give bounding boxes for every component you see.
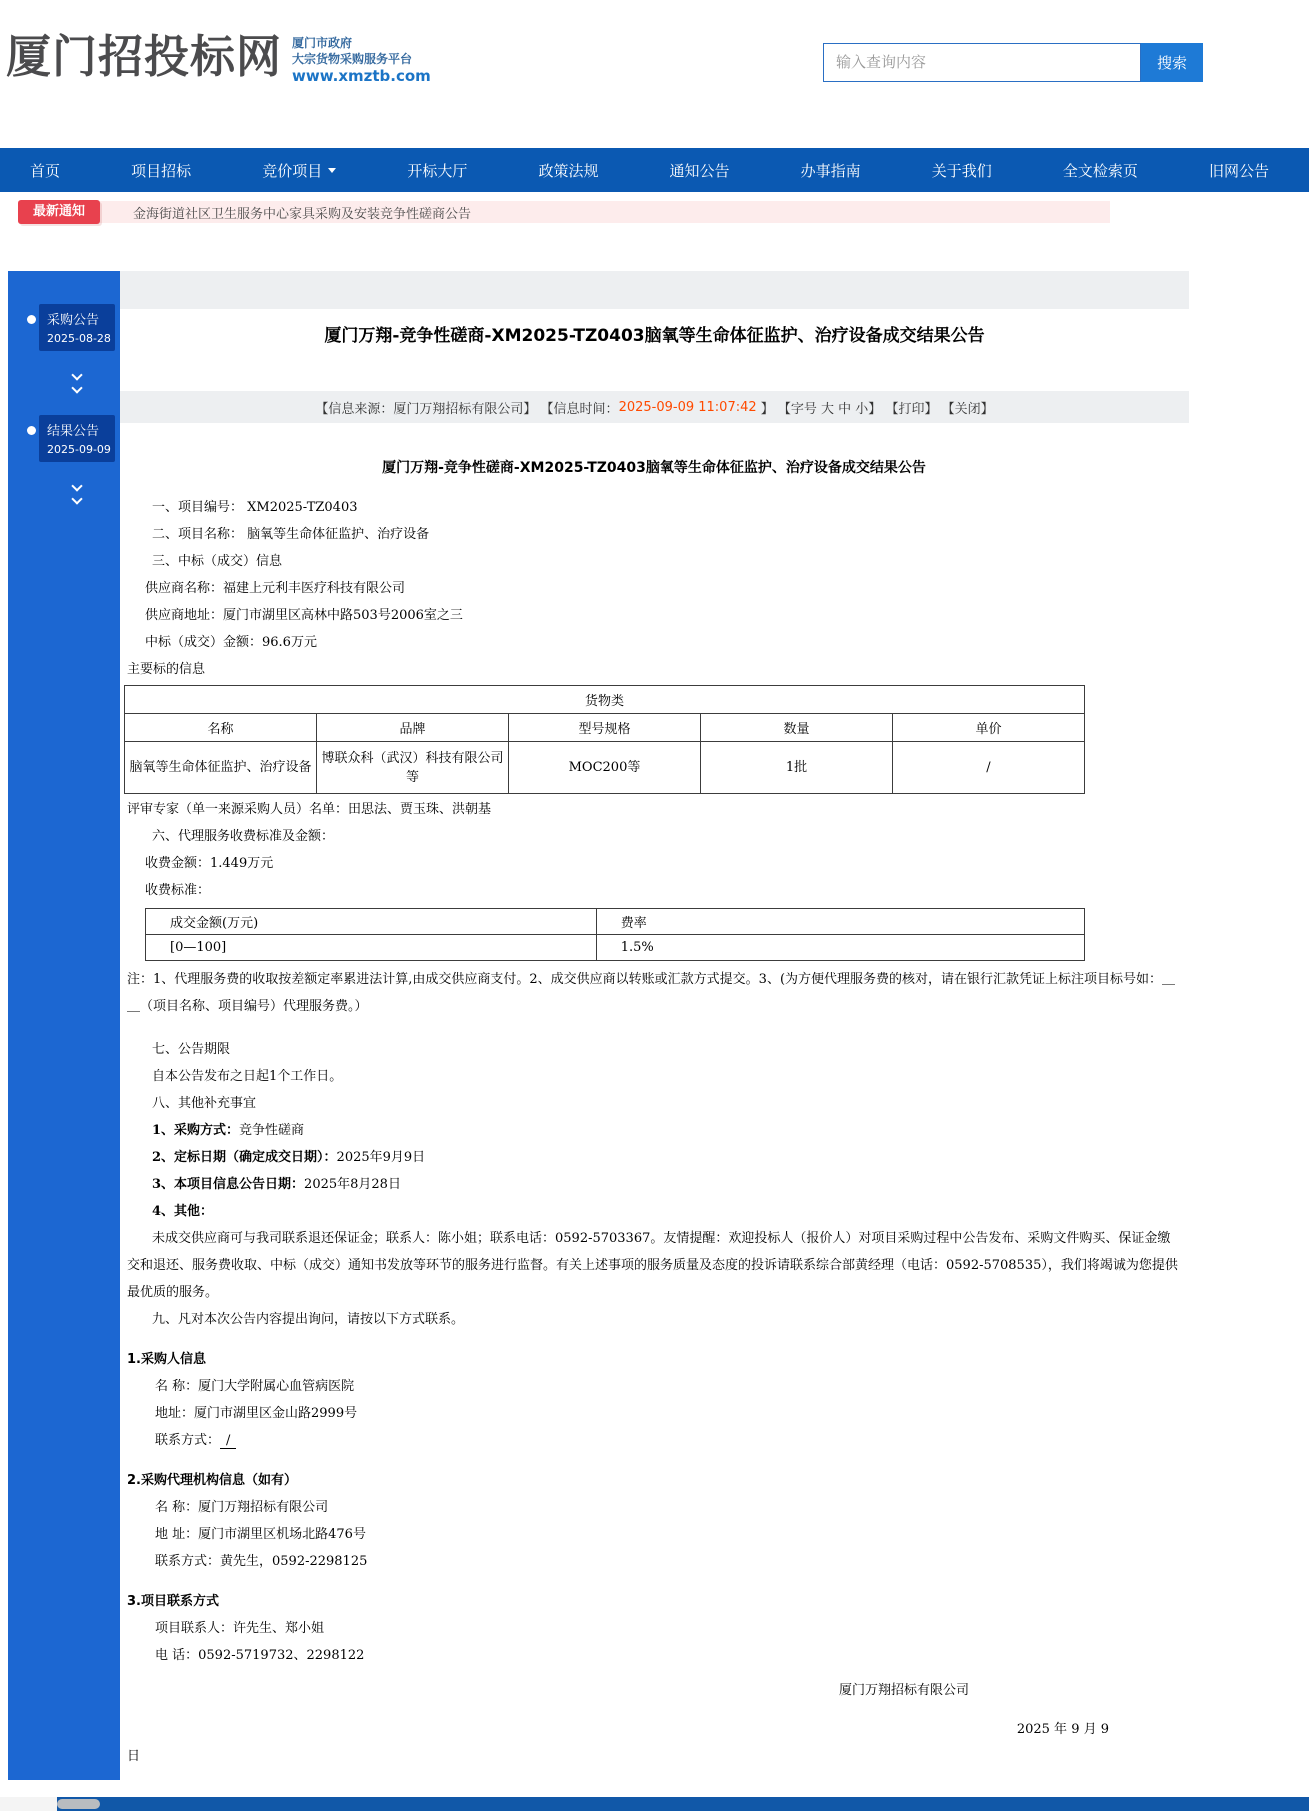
nav-item-project-bidding[interactable]: 项目招标 <box>131 161 192 180</box>
site-logo[interactable] <box>6 26 431 88</box>
chevron-down-icon <box>328 168 336 173</box>
close-button[interactable]: 【关闭】 <box>941 401 994 417</box>
nav-item-bid-opening-hall[interactable]: 开标大厅 <box>407 161 468 180</box>
down-arrows-icon <box>39 371 115 397</box>
period-line: 自本公告发布之日起1个工作日。 <box>152 1069 343 1084</box>
fee-col-amount: 成交金额(万元) <box>146 909 597 935</box>
project-name-line: 二、项目名称： 脑氧等生命体征监护、治疗设备 <box>152 527 430 542</box>
chevron-down-icon <box>71 369 82 380</box>
main-subject-label: 主要标的信息 <box>127 662 206 677</box>
chevron-down-icon <box>71 493 82 504</box>
logo-tagline-line2: 大宗货物采购服务平台 <box>292 52 413 66</box>
search-input[interactable] <box>823 43 1141 82</box>
goods-cell-quantity: 1批 <box>701 742 893 794</box>
logo-tagline <box>292 35 431 85</box>
nav-item-policies[interactable]: 政策法规 <box>538 161 599 180</box>
supplement-item-publish-date: 3、本项目信息公告日期：2025年8月28日 <box>152 1177 401 1192</box>
signature-company: 厦门万翔招标有限公司 <box>838 1683 969 1698</box>
nav-item-about-us[interactable]: 关于我们 <box>931 161 992 180</box>
purchaser-heading: 1.采购人信息 <box>127 1352 206 1367</box>
purchaser-name: 名 称：厦门大学附属心血管病医院 <box>155 1379 355 1394</box>
fee-cell-range: [0—100] <box>146 935 597 961</box>
meta-time-value: 2025-09-09 11:07:42 <box>618 399 757 415</box>
meta-source: 【信息来源：厦门万翔招标有限公司】 <box>315 401 541 417</box>
search-button[interactable]: 搜索 <box>1141 43 1203 82</box>
chevron-down-icon <box>71 480 82 491</box>
goods-col-name: 名称 <box>125 714 317 742</box>
fee-standard-label: 收费标准： <box>145 883 211 898</box>
goods-cell-brand: 博联众科（武汉）科技有限公司等 <box>317 742 509 794</box>
main-nav <box>0 148 1309 192</box>
font-size-control[interactable]: 【字号 大 中 小】 <box>777 401 886 417</box>
meta-time-suffix: 】 <box>756 401 778 417</box>
agency-name: 名 称：厦门万翔招标有限公司 <box>155 1500 329 1515</box>
supplement-item-other: 4、其他： <box>152 1204 214 1219</box>
notice-badge[interactable]: 最新通知 <box>18 200 100 224</box>
notice-link[interactable]: 金海街道社区卫生服务中心家具采购及安装竞争性磋商公告 <box>133 206 472 222</box>
supplier-address-line: 供应商地址：厦门市湖里区高林中路503号2006室之三 <box>145 608 463 623</box>
fee-heading: 六、代理服务收费标准及金额： <box>152 829 335 844</box>
meta-bar <box>120 391 1189 423</box>
goods-table-group-row <box>125 686 1085 714</box>
fee-table-row <box>146 935 1085 961</box>
print-button[interactable]: 【打印】 <box>885 401 942 417</box>
fee-table-header-row <box>146 909 1085 935</box>
timeline-dot <box>27 315 36 324</box>
signature-date-wrap: 日 <box>127 1749 141 1764</box>
goods-col-unit-price: 单价 <box>893 714 1085 742</box>
search-bar <box>823 43 1203 82</box>
nav-item-notices[interactable]: 通知公告 <box>669 161 730 180</box>
notice-ticker <box>18 201 1110 223</box>
award-amount-line: 中标（成交）金额：96.6万元 <box>145 635 317 650</box>
inquiry-line: 九、凡对本次公告内容提出询问，请按以下方式联系。 <box>152 1312 465 1327</box>
timeline-sidebar <box>8 271 120 1780</box>
goods-cell-model: MOC200等 <box>509 742 701 794</box>
project-contact-phone: 电 话：0592-5719732、2298122 <box>155 1648 365 1663</box>
article-pane <box>120 271 1189 1780</box>
supplier-name-line: 供应商名称：福建上元利丰医疗科技有限公司 <box>145 581 406 596</box>
experts-line: 评审专家（单一来源采购人员）名单：田思法、贾玉珠、洪朝基 <box>127 802 492 817</box>
goods-cell-unit-price: / <box>893 742 1085 794</box>
timeline-item-result <box>8 415 120 462</box>
chevron-down-icon <box>71 382 82 393</box>
agency-address: 地 址：厦门市湖里区机场北路476号 <box>155 1527 366 1542</box>
nav-item-price-competition[interactable]: 竞价项目 <box>262 160 336 181</box>
purchaser-contact: 联系方式： / <box>127 1427 1181 1454</box>
horizontal-scrollbar-thumb[interactable] <box>57 1799 100 1809</box>
other-heading: 八、其他补充事宜 <box>152 1096 257 1111</box>
timeline-link-result[interactable]: 结果公告 2025-09-09 <box>39 415 115 462</box>
project-contact-heading: 3.项目联系方式 <box>127 1594 219 1609</box>
goods-col-model: 型号规格 <box>509 714 701 742</box>
site-url: www.xmztb.com <box>292 67 431 85</box>
nav-item-service-guide[interactable]: 办事指南 <box>800 161 861 180</box>
fee-note: 注：1、代理服务费的收取按差额定率累进法计算,由成交供应商支付。2、成交供应商以转账或汇款方式提交。3、(为方便代理服务费的核对，请在银行汇款凭证上标注项目标号如：＿＿（项目名称、项目编号）代理服务费。） <box>127 972 1176 1014</box>
timeline-link-procurement[interactable]: 采购公告 2025-08-28 <box>39 304 115 351</box>
horizontal-scrollbar-track[interactable] <box>0 1797 57 1811</box>
signature-date: 2025 年 9 月 9 <box>1016 1722 1109 1737</box>
article-inner-title: 厦门万翔-竞争性磋商-XM2025-TZ0403脑氧等生命体征监护、治疗设备成交结果公告 <box>382 460 926 476</box>
title-top-band <box>120 271 1189 309</box>
fee-cell-rate: 1.5% <box>596 935 1084 961</box>
logo-tagline-line1: 厦门市政府 <box>292 36 353 50</box>
project-contact-person: 项目联系人：许先生、郑小姐 <box>155 1621 325 1636</box>
content-area <box>0 271 1309 1780</box>
other-notes-paragraph: 未成交供应商可与我司联系退还保证金；联系人：陈小姐；联系电话：0592-5703367。友情提醒：欢迎投标人（报价人）对项目采购过程中公告发布、采购文件购买、保证金缴交和退还、服务费收取、中标（成交）通知书发放等环节的服务进行监督。有关上述事项的服务质量及态度的投诉请联系综合部黄经理（电话：0592-5708535），我们将竭诚为您提供最优质的服务。 <box>127 1231 1178 1300</box>
goods-table <box>124 685 1085 794</box>
fee-amount-line: 收费金额：1.449万元 <box>145 856 274 871</box>
timeline-item-procurement <box>8 304 120 351</box>
fee-table <box>145 908 1085 961</box>
meta-time-prefix: 【信息时间： <box>540 401 619 417</box>
timeline-dot <box>27 426 36 435</box>
fee-col-rate: 费率 <box>596 909 1084 935</box>
supplement-item-award-date: 2、定标日期（确定成交日期）：2025年9月9日 <box>152 1150 426 1165</box>
site-logo-text: 厦门招投标网 <box>6 30 283 83</box>
project-number-line: 一、项目编号： XM2025-TZ0403 <box>152 500 358 515</box>
nav-item-old-site-notices[interactable]: 旧网公告 <box>1208 161 1269 180</box>
agency-contact: 联系方式：黄先生，0592-2298125 <box>155 1554 368 1569</box>
goods-table-header-row <box>125 714 1085 742</box>
footer-bar <box>0 1797 1309 1811</box>
agency-heading: 2.采购代理机构信息（如有） <box>127 1473 297 1488</box>
purchaser-contact-value: / <box>220 1433 236 1449</box>
page-title: 厦门万翔-竞争性磋商-XM2025-TZ0403脑氧等生命体征监护、治疗设备成交结果公告 <box>324 326 985 346</box>
goods-cell-name: 脑氧等生命体征监护、治疗设备 <box>125 742 317 794</box>
period-heading: 七、公告期限 <box>152 1042 231 1057</box>
supplement-item-method: 1、采购方式：竞争性磋商 <box>152 1123 305 1138</box>
award-info-heading: 三、中标（成交）信息 <box>152 554 283 569</box>
nav-item-home[interactable]: 首页 <box>30 161 61 180</box>
nav-item-fulltext-search[interactable]: 全文检索页 <box>1062 161 1138 180</box>
goods-table-group-header: 货物类 <box>125 686 1085 714</box>
down-arrows-icon <box>39 482 115 508</box>
goods-col-brand: 品牌 <box>317 714 509 742</box>
goods-table-row <box>125 742 1085 794</box>
article-body <box>120 423 1189 1780</box>
purchaser-address: 地址：厦门市湖里区金山路2999号 <box>155 1406 358 1421</box>
site-header <box>0 0 1309 148</box>
goods-col-quantity: 数量 <box>701 714 893 742</box>
